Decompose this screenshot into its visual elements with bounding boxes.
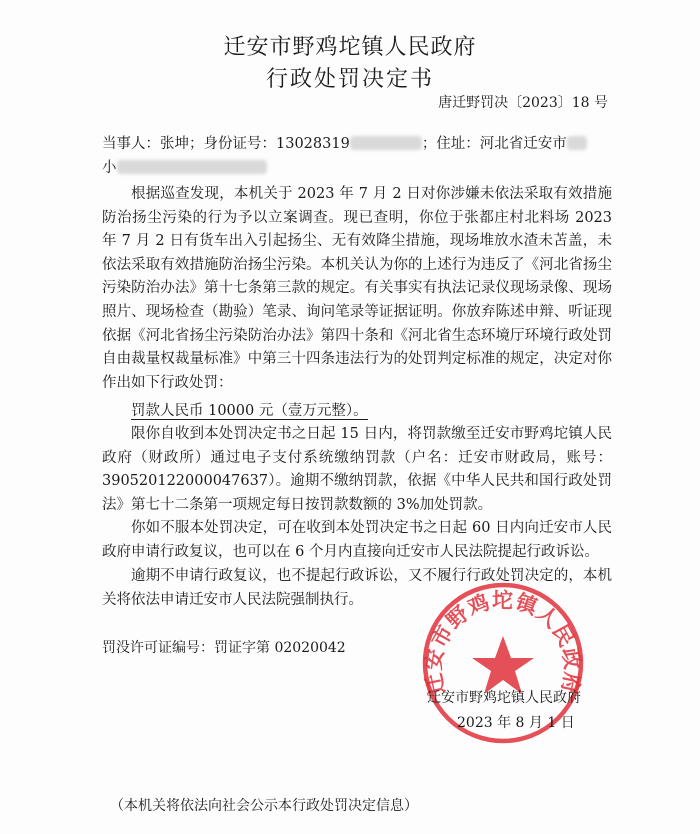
issuer-title: 迁安市野鸡坨镇人民政府 [223,35,477,60]
signature-block [427,686,581,736]
permit-number: 罚没许可证编号：罚证字第 02020042 [102,640,346,656]
redacted-address-2 [117,160,267,174]
paragraph-facts: 根据巡查发现，本机关于 2023 年 7 月 2 日对你涉嫌未依法采取有效措施防治扬尘污染的行为予以立案调查。现已查明，你位于张都庄村北料场 2023 年 7 月 2 日有货车出入引起扬尘、无有效降尘措施，现场堆放水渣未苫盖，未依法采取有效措施防治扬尘污染。本机关认为你的上述行为违反了《河北省扬尘污染防治办法》第十七条第三款的规定。有关事实有执法记录仪现场录像、现场照片、现场检查（勘验）笔录、询问笔录等证据证明。你放弃陈述申辩、听证现依据《河北省扬尘污染防治办法》第四十条和《河北省生态环境厅环境行政处罚自由裁量权裁量标准》中第三十四条违法行为的处罚判定标准的规定，决定对你作出如下行政处罚： [102,186,612,391]
paragraph-enforcement: 逾期不申请行政复议，也不提起行政诉讼，又不履行行政处罚决定的，本机关将依法申请迁安市人民法院强制执行。 [102,568,612,608]
signature-date: 2023 年 8 月 1 日 [457,715,575,731]
document-title: 行政处罚决定书 [265,67,434,92]
party-name-id: 当事人：张坤；身份证号：13028319 [102,136,350,152]
redacted-id [350,136,422,150]
party-line-2 [102,157,622,180]
svg-text:迁安市野鸡坨镇人民政府: 迁安市野鸡坨镇人民政府 [421,588,585,697]
paragraph-fine [102,400,612,424]
party-address: ；住址：河北省迁安市 [421,136,567,152]
footer-note: （本机关将依法向社会公示本行政处罚决定信息） [110,798,418,814]
signature-org: 迁安市野鸡坨镇人民政府 [427,690,581,706]
document-number: 唐迁野罚决〔2023〕18 号 [438,95,608,111]
party-address-cont: 小 [102,160,117,176]
redacted-address [567,136,587,150]
party-line-1 [102,133,622,156]
paragraph-payment: 限你自收到本处罚决定书之日起 15 日内，将罚款缴至迁安市野鸡坨镇人民政府（财政所）通过电子支付系统缴纳罚款（户名：迁安市财政局，账号：390520122000047637）。逾期不缴纳罚款，依据《中华人民共和国行政处罚法》第七十二条第一项规定每日按罚款数额的 3%加处罚款。 [102,426,612,513]
fine-amount: 罚款人民币 10000 元（壹万元整）。 [131,403,368,419]
paragraph-review: 你如不服本处罚决定，可在收到本处罚决定书之日起 60 日内向迁安市人民政府申请行政复议，也可以在 6 个月内直接向迁安市人民法院提起行政诉讼。 [102,520,612,560]
